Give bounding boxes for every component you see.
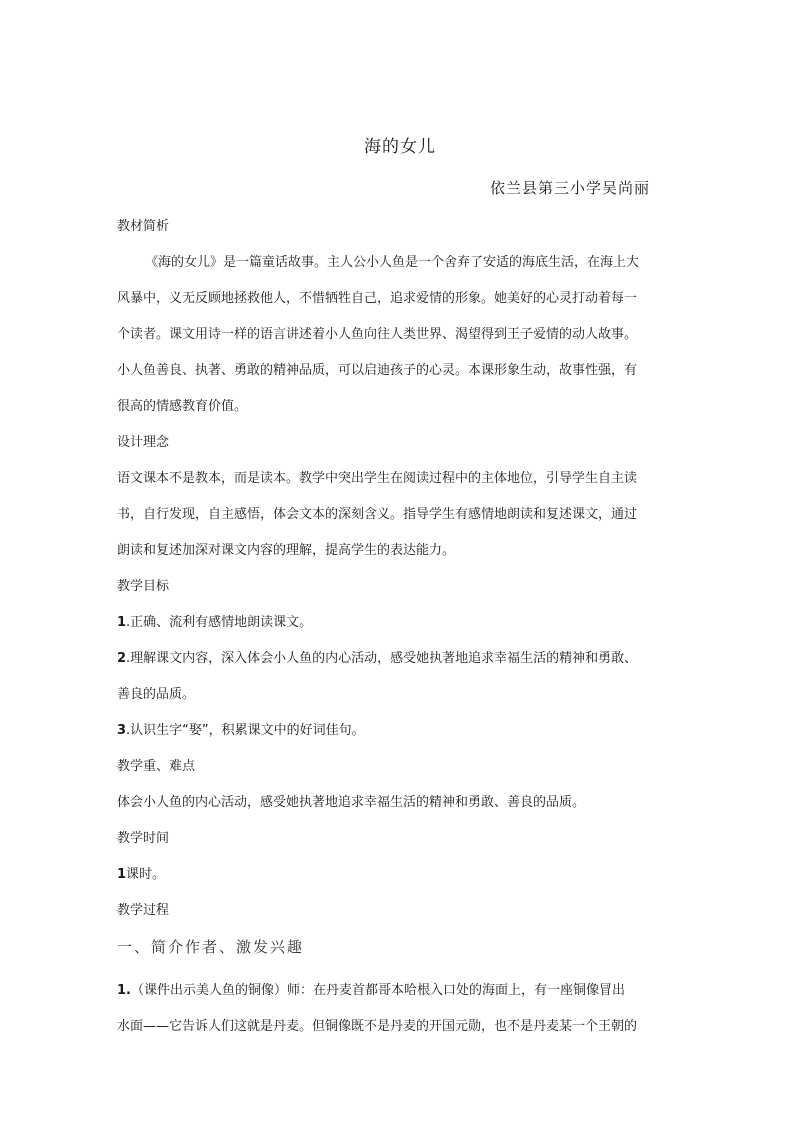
goal-number: 3 bbox=[117, 723, 127, 738]
document-author: 依兰县第三小学吴尚丽 bbox=[489, 179, 650, 197]
paragraph-line: 个读者。课文用诗一样的语言讲述着小人鱼向往人类世界、渴望得到王子爱情的动人故事。 bbox=[117, 327, 638, 342]
process-number: 1. bbox=[117, 983, 131, 998]
goal-text: .理解课文内容，深入体会小人鱼的内心活动，感受她执著地追求幸福生活的精神和勇敢、 bbox=[126, 651, 638, 666]
heading-teaching-process: 教学过程 bbox=[117, 903, 170, 918]
heading-key-points: 教学重、难点 bbox=[117, 759, 196, 774]
goal-item-2-continued: 善良的品质。 bbox=[117, 687, 196, 702]
heading-teaching-time: 教学时间 bbox=[117, 831, 170, 846]
paragraph-line: 书，自行发现，自主感悟，体会文本的深刻含义。指导学生有感情地朗读和复述课文，通过 bbox=[117, 507, 638, 522]
paragraph-line: 《海的女儿》是一篇童话故事。主人公小人鱼是一个舍弃了安适的海底生活，在海上大 bbox=[145, 255, 640, 270]
paragraph-line: 风暴中，义无反顾地拯救他人，不惜牺牲自己，追求爱情的形象。她美好的心灵打动着每一 bbox=[117, 291, 638, 306]
process-item-1 bbox=[117, 981, 625, 1001]
goal-number: 1 bbox=[117, 615, 127, 630]
heading-teaching-goals: 教学目标 bbox=[117, 579, 170, 594]
goal-item-2 bbox=[117, 649, 637, 669]
paragraph-line: 语文课本不是教本，而是读本。教学中突出学生在阅读过程中的主体地位，引导学生自主读 bbox=[117, 471, 638, 486]
section-heading: 一、简介作者、激发兴趣 bbox=[117, 938, 305, 956]
goal-text: .认识生字“娶”，积累课文中的好词佳句。 bbox=[126, 723, 365, 738]
document-title: 海的女儿 bbox=[364, 137, 436, 157]
goal-text: .正确、流利有感情地朗读课文。 bbox=[126, 615, 313, 630]
paragraph-line: 水面——它告诉人们这就是丹麦。但铜像既不是丹麦的开国元勋，也不是丹麦某一个王朝的 bbox=[117, 1019, 638, 1034]
heading-textbook-analysis: 教材简析 bbox=[117, 219, 170, 234]
goal-item-1 bbox=[117, 613, 312, 633]
goal-item-3 bbox=[117, 721, 365, 741]
paragraph-line: 朗读和复述加深对课文内容的理解，提高学生的表达能力。 bbox=[117, 543, 456, 558]
paragraph-line: 很高的情感教育价值。 bbox=[117, 399, 248, 414]
heading-design-concept: 设计理念 bbox=[117, 435, 170, 450]
goal-number: 2 bbox=[117, 651, 127, 666]
time-number: 1 bbox=[117, 867, 127, 882]
teaching-time-value bbox=[117, 865, 165, 885]
paragraph-line: 体会小人鱼的内心活动，感受她执著地追求幸福生活的精神和勇敢、善良的品质。 bbox=[117, 795, 586, 810]
time-text: 课时。 bbox=[126, 867, 166, 882]
paragraph-line: 小人鱼善良、执著、勇敢的精神品质，可以启迪孩子的心灵。本课形象生动，故事性强，有 bbox=[117, 363, 638, 378]
process-text: （课件出示美人鱼的铜像）师：在丹麦首都哥本哈根入口处的海面上，有一座铜像冒出 bbox=[130, 983, 625, 998]
